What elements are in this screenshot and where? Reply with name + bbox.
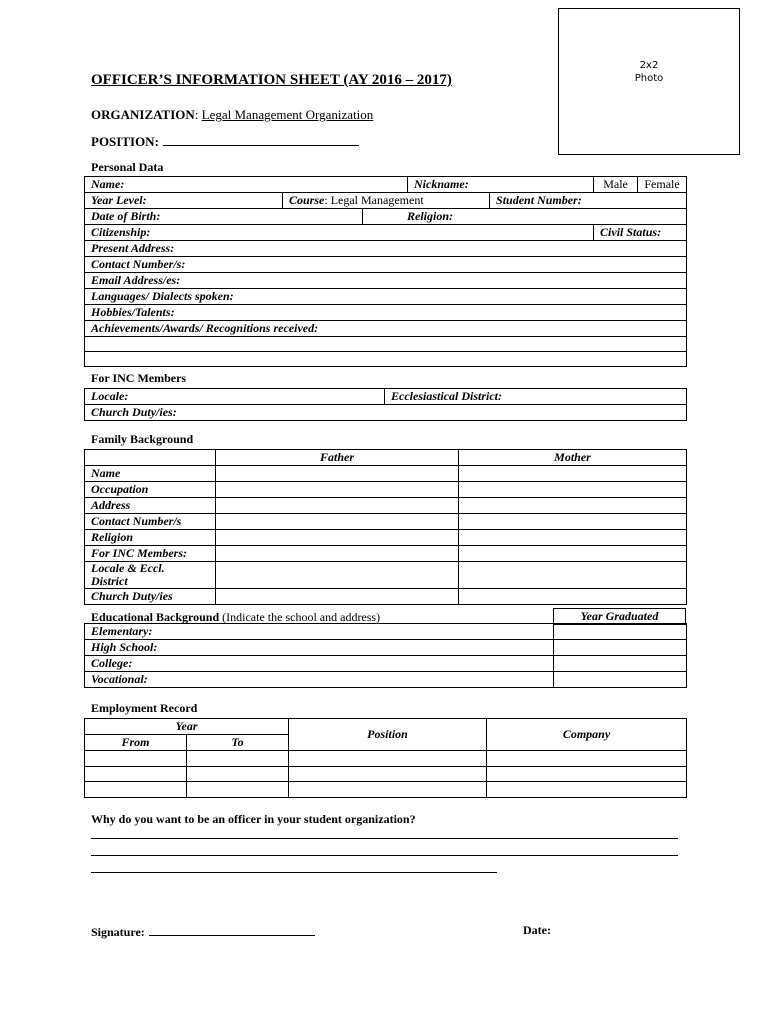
employment-cell[interactable] <box>487 767 687 782</box>
employment-cell[interactable] <box>187 751 289 767</box>
vocational-field[interactable]: Vocational: <box>85 672 554 688</box>
employment-cell[interactable] <box>487 782 687 798</box>
to-header: To <box>187 735 289 751</box>
high-school-field[interactable]: High School: <box>85 640 554 656</box>
position-blank[interactable] <box>163 133 359 146</box>
employment-table <box>84 718 687 798</box>
employment-cell[interactable] <box>289 751 487 767</box>
father-cell[interactable] <box>216 514 459 530</box>
mother-cell[interactable] <box>459 482 687 498</box>
present-address-field[interactable]: Present Address: <box>85 241 687 257</box>
photo-box <box>558 8 740 155</box>
family-row-label: Religion <box>85 530 216 546</box>
locale-field[interactable]: Locale: <box>85 389 385 405</box>
family-table <box>84 449 687 605</box>
employment-cell[interactable] <box>289 782 487 798</box>
company-header: Company <box>487 719 687 751</box>
personal-data-table <box>84 176 687 367</box>
family-row-label: Name <box>85 466 216 482</box>
mother-cell[interactable] <box>459 546 687 562</box>
male-option[interactable]: Male <box>594 177 638 193</box>
father-cell[interactable] <box>216 482 459 498</box>
father-cell[interactable] <box>216 589 459 605</box>
organization-line: ORGANIZATION: Legal Management Organization <box>91 107 374 122</box>
mother-cell[interactable] <box>459 530 687 546</box>
mother-header: Mother <box>459 450 687 466</box>
personal-data-heading: Personal Data <box>91 160 164 174</box>
citizenship-field[interactable]: Citizenship: <box>85 225 594 241</box>
email-field[interactable]: Email Address/es: <box>85 273 687 289</box>
family-row-label: Address <box>85 498 216 514</box>
mother-cell[interactable] <box>459 514 687 530</box>
family-row-label: Church Duty/ies <box>85 589 216 605</box>
family-row-label: Occupation <box>85 482 216 498</box>
from-header: From <box>85 735 187 751</box>
employment-cell[interactable] <box>85 782 187 798</box>
education-heading: Educational Background (Indicate the school and address) <box>91 610 381 624</box>
mother-cell[interactable] <box>459 466 687 482</box>
photo-label: Photo <box>634 73 664 84</box>
inc-heading: For INC Members <box>91 371 187 385</box>
father-cell[interactable] <box>216 530 459 546</box>
year-cell[interactable] <box>554 656 687 672</box>
employment-cell[interactable] <box>487 751 687 767</box>
nickname-field[interactable]: Nickname: <box>408 177 594 193</box>
employment-cell[interactable] <box>85 767 187 782</box>
father-cell[interactable] <box>216 562 459 589</box>
position-line: POSITION: <box>91 133 359 150</box>
elementary-field[interactable]: Elementary: <box>85 624 554 640</box>
signature-blank[interactable] <box>149 923 315 936</box>
family-row-label: Locale & Eccl. District <box>85 562 216 589</box>
position-label: POSITION <box>91 134 155 149</box>
blank-row[interactable] <box>85 337 687 352</box>
year-cell[interactable] <box>554 672 687 688</box>
employment-cell[interactable] <box>85 751 187 767</box>
mother-cell[interactable] <box>459 562 687 589</box>
year-cell[interactable] <box>554 624 687 640</box>
organization-value: Legal Management Organization <box>201 107 374 122</box>
church-duty-field[interactable]: Church Duty/ies: <box>85 405 687 421</box>
college-field[interactable]: College: <box>85 656 554 672</box>
family-row-label: For INC Members: <box>85 546 216 562</box>
student-number-field[interactable]: Student Number: <box>490 193 687 209</box>
organization-label: ORGANIZATION <box>91 107 195 122</box>
family-corner-cell <box>85 450 216 466</box>
female-option[interactable]: Female <box>638 177 687 193</box>
year-graduated-header: Year Graduated <box>554 609 686 625</box>
employment-cell[interactable] <box>187 782 289 798</box>
family-row-label: Contact Number/s <box>85 514 216 530</box>
dob-field[interactable]: Date of Birth: <box>85 209 363 225</box>
blank-row[interactable] <box>85 352 687 367</box>
employment-heading: Employment Record <box>91 701 198 715</box>
father-cell[interactable] <box>216 466 459 482</box>
answer-line[interactable] <box>91 855 678 856</box>
father-cell[interactable] <box>216 546 459 562</box>
officer-question: Why do you want to be an officer in your student organization? <box>91 812 416 826</box>
district-field[interactable]: Ecclesiastical District: <box>385 389 687 405</box>
mother-cell[interactable] <box>459 498 687 514</box>
father-header: Father <box>216 450 459 466</box>
mother-cell[interactable] <box>459 589 687 605</box>
education-table <box>84 623 687 688</box>
year-header: Year <box>85 719 289 735</box>
course-field[interactable]: Course: Legal Management <box>283 193 490 209</box>
position-header: Position <box>289 719 487 751</box>
contact-number-field[interactable]: Contact Number/s: <box>85 257 687 273</box>
achievements-field[interactable]: Achievements/Awards/ Recognitions received: <box>85 321 687 337</box>
photo-size-label: 2x2 <box>639 60 659 71</box>
languages-field[interactable]: Languages/ Dialects spoken: <box>85 289 687 305</box>
answer-line[interactable] <box>91 872 497 873</box>
civil-status-field[interactable]: Civil Status: <box>594 225 687 241</box>
family-heading: Family Background <box>91 432 194 446</box>
employment-cell[interactable] <box>187 767 289 782</box>
employment-cell[interactable] <box>289 767 487 782</box>
answer-line[interactable] <box>91 838 678 839</box>
signature-label: Signature: <box>91 925 145 939</box>
hobbies-field[interactable]: Hobbies/Talents: <box>85 305 687 321</box>
father-cell[interactable] <box>216 498 459 514</box>
religion-field[interactable]: Religion: <box>363 209 687 225</box>
signature-line <box>91 923 315 940</box>
year-cell[interactable] <box>554 640 687 656</box>
name-field[interactable]: Name: <box>85 177 408 193</box>
year-level-field[interactable]: Year Level: <box>85 193 283 209</box>
date-label[interactable]: Date: <box>523 923 551 937</box>
page-title: OFFICER’S INFORMATION SHEET (AY 2016 – 2017) <box>91 72 452 88</box>
inc-table <box>84 388 687 421</box>
